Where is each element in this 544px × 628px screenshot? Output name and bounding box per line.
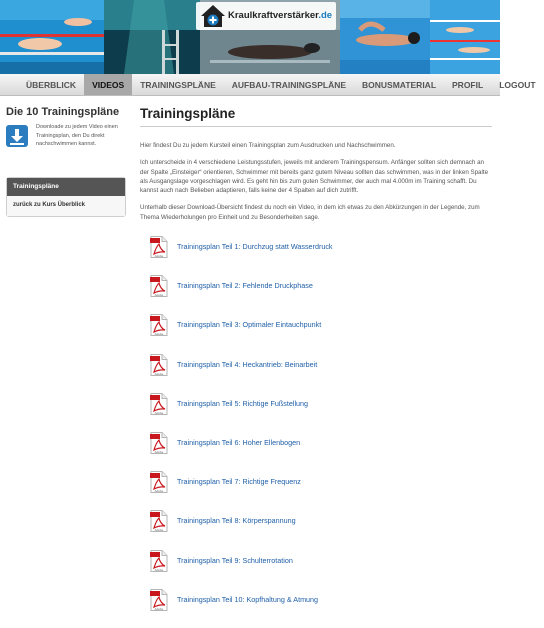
pdf-icon[interactable] (150, 432, 168, 454)
pdf-icon[interactable] (150, 393, 168, 415)
nav-item-logout[interactable]: LOGOUT (499, 80, 536, 90)
nav-item-videos[interactable]: VIDEOS (84, 74, 132, 95)
pdf-download-link[interactable]: Trainingsplan Teil 3: Optimaler Eintauchpunkt (177, 320, 322, 330)
pdf-download-link[interactable]: Trainingsplan Teil 9: Schulterrotation (177, 555, 293, 565)
header-banner (0, 0, 500, 74)
banner-photo-underwater (104, 0, 200, 74)
video-note-paragraph: Unterhalb dieser Download-Übersicht findest du noch ein Video, in dem ich etwas zu den Abkürzungen in der Legende, zum Thema Wiederholungen pro Einheit und zu Besonderheiten sage. (140, 204, 480, 221)
svg-text:Adobe: Adobe (154, 293, 164, 298)
page-title: Trainingspläne (140, 106, 492, 127)
intro-paragraph: Hier findest Du zu jedem Kursteil einen Trainingsplan zum Ausdrucken und Nachschwimmen. (140, 142, 396, 149)
svg-text:Adobe: Adobe (154, 332, 164, 337)
pdf-icon[interactable] (150, 275, 168, 297)
sidebar-promo (6, 123, 126, 165)
main-nav (0, 74, 536, 96)
svg-text:Adobe: Adobe (154, 567, 164, 572)
sidebar-item-back-to-overview[interactable]: zurück zu Kurs Überblick (7, 196, 125, 216)
svg-text:Adobe: Adobe (154, 450, 164, 455)
pdf-download-link[interactable]: Trainingsplan Teil 8: Körperspannung (177, 516, 296, 526)
banner-photo-pool (0, 0, 104, 74)
sidebar-item-trainingsplaene[interactable]: Trainingspläne (7, 178, 125, 196)
sidebar-title: Die 10 Trainingspläne (6, 106, 120, 118)
svg-text:Adobe: Adobe (154, 254, 164, 259)
logo-text: Kraulkraftverstärker.de (228, 10, 333, 21)
pdf-icon[interactable] (150, 314, 168, 336)
pdf-download-link[interactable]: Trainingsplan Teil 2: Fehlende Druckphase (177, 281, 313, 291)
pdf-icon[interactable] (150, 236, 168, 258)
download-icon (6, 125, 28, 147)
list-item (140, 432, 492, 471)
nav-item-profil[interactable]: PROFIL (452, 80, 484, 90)
svg-text:Adobe: Adobe (154, 528, 164, 533)
pdf-icon[interactable] (150, 354, 168, 376)
pdf-icon[interactable] (150, 589, 168, 611)
site-logo[interactable] (196, 2, 336, 30)
list-item (140, 589, 492, 628)
banner-photo-lanes (430, 0, 500, 74)
pdf-icon[interactable] (150, 550, 168, 572)
list-item (140, 314, 492, 353)
list-item (140, 354, 492, 393)
list-item (140, 550, 492, 589)
levels-paragraph: Ich unterscheide in 4 verschiedene Leistungsstufen, jeweils mit anderem Trainingspensum. Anfänger sollten sich demnach an der Spalte „Einsteiger“ orientieren, Schwimmer mit bereits ganz gutem Niveau sollten das schwimmen, was in der linken Spalte als Ausgangslage vorgeschlagen wird. Es geht hin bis zum guten Schwimmer, der auch mal 4.000m im Training schafft. Du kannst auch nach Belieben adaptieren, falls keine der 4 Spalten auf dich zutrifft. (140, 159, 489, 195)
sidebar-menu (6, 177, 126, 217)
svg-text:Adobe: Adobe (154, 371, 164, 376)
list-item (140, 510, 492, 549)
pdf-icon[interactable] (150, 510, 168, 532)
nav-item-trainingsplaene[interactable]: TRAININGSPLÄNE (140, 80, 216, 90)
list-item (140, 236, 492, 275)
pdf-download-link[interactable]: Trainingsplan Teil 7: Richtige Frequenz (177, 477, 301, 487)
logo-plus-icon (200, 4, 226, 28)
svg-text:Adobe: Adobe (154, 410, 164, 415)
pdf-download-link[interactable]: Trainingsplan Teil 5: Richtige Fußstellung (177, 398, 309, 408)
svg-text:Adobe: Adobe (154, 606, 164, 611)
pdf-download-link[interactable]: Trainingsplan Teil 1: Durchzug statt Wasserdruck (177, 242, 333, 252)
pdf-download-list (140, 236, 492, 628)
pdf-download-link[interactable]: Trainingsplan Teil 6: Hoher Ellenbogen (177, 438, 301, 448)
pdf-download-link[interactable]: Trainingsplan Teil 10: Kopfhaltung & Atmung (177, 594, 319, 604)
pdf-download-link[interactable]: Trainingsplan Teil 4: Heckantrieb: Beinarbeit (177, 359, 318, 369)
nav-item-bonusmaterial[interactable]: BONUSMATERIAL (362, 80, 437, 90)
nav-item-ueberblick[interactable]: ÜBERBLICK (26, 80, 77, 90)
sidebar (6, 106, 126, 217)
pdf-icon[interactable] (150, 471, 168, 493)
list-item (140, 393, 492, 432)
list-item (140, 471, 492, 510)
banner-photo-freestyle (340, 0, 430, 74)
list-item (140, 275, 492, 314)
main-content (140, 106, 492, 628)
svg-text:Adobe: Adobe (154, 489, 164, 494)
nav-item-aufbau-trainingsplaene[interactable]: AUFBAU-TRAININGSPLÄNE (231, 80, 347, 90)
sidebar-promo-text: Downloade zu jedem Video einen Trainingsplan, den Du direkt nachschwimmen kannst. (36, 124, 118, 147)
